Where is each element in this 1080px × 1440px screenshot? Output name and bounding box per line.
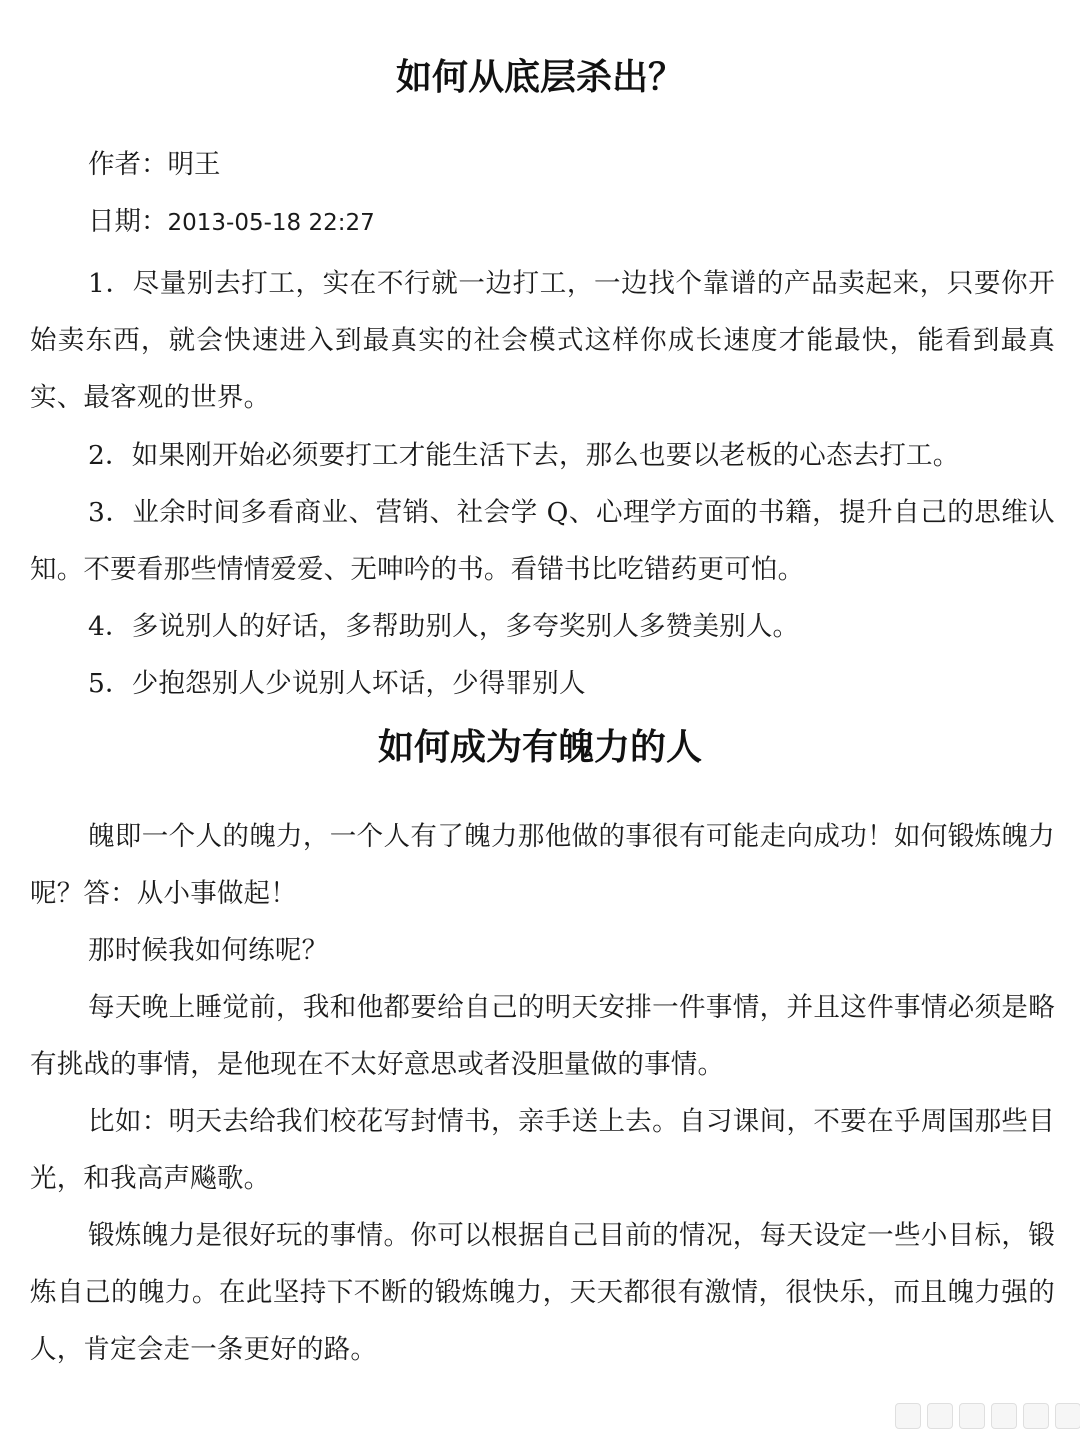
- article-title-courage: 如何成为有魄力的人: [377, 727, 702, 768]
- author-line: 作者：明王: [88, 149, 221, 180]
- list-item-1: 1．尽量别去打工，实在不行就一边打工，一边找个靠谱的产品卖起来，只要你开始卖东西，就会快速进入到最真实的社会模式这样你成长速度才能最快，能看到最真实、最客观的世界。: [30, 268, 1055, 413]
- article-title-bottom-up: 如何从底层杀出？: [395, 57, 684, 98]
- watermark-block: [1023, 1403, 1049, 1429]
- watermark-block: [1055, 1403, 1080, 1429]
- date-label: 日期：: [88, 206, 168, 237]
- watermark-block: [991, 1403, 1017, 1429]
- watermark-block: [959, 1403, 985, 1429]
- paragraph-4: 比如：明天去给我们校花写封情书，亲手送上去。自习课间，不要在乎周国那些目光，和我高声飚歌。: [30, 1106, 1055, 1194]
- paragraph-3: 每天晚上睡觉前，我和他都要给自己的明天安排一件事情，并且这件事情必须是略有挑战的事情，是他现在不太好意思或者没胆量做的事情。: [30, 992, 1055, 1080]
- watermark-block: [895, 1403, 921, 1429]
- watermark-block: [927, 1403, 953, 1429]
- paragraph-5: 锻炼魄力是很好玩的事情。你可以根据自己目前的情况，每天设定一些小目标，锻炼自己的魄力。在此坚持下不断的锻炼魄力，天天都很有激情，很快乐，而且魄力强的人，肯定会走一条更好的路。: [30, 1220, 1055, 1365]
- paragraph-1: 魄即一个人的魄力，一个人有了魄力那他做的事很有可能走向成功！如何锻炼魄力呢？答：从小事做起！: [30, 821, 1055, 909]
- list-item-5: 5．少抱怨别人少说别人坏话，少得罪别人: [88, 668, 586, 699]
- paragraph-2: 那时候我如何练呢？: [88, 935, 329, 966]
- list-item-4: 4．多说别人的好话，多帮助别人，多夸奖别人多赞美别人。: [88, 611, 800, 642]
- date-value: 2013-05-18 22:27: [167, 210, 375, 236]
- date-line: [88, 193, 375, 252]
- list-item-3: 3．业余时间多看商业、营销、社会学 Q、心理学方面的书籍，提升自己的思维认知。不要看那些情情爱爱、无呻吟的书。看错书比吃错药更可怕。: [30, 497, 1055, 585]
- list-item-2: 2．如果刚开始必须要打工才能生活下去，那么也要以老板的心态去打工。: [88, 440, 960, 471]
- watermark: [895, 1403, 1080, 1429]
